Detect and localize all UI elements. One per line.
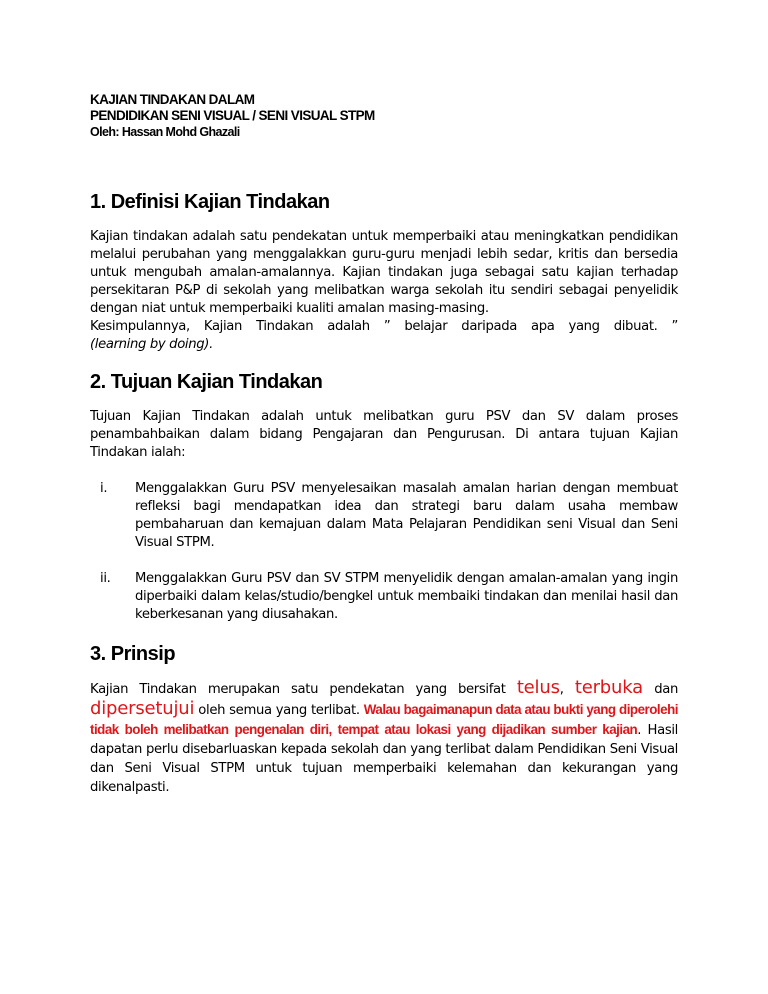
prinsip-text-2: dan (642, 682, 678, 697)
list-item-number: ii. (100, 571, 111, 586)
definisi-paragraph: Kajian tindakan adalah satu pendekatan untuk memperbaiki atau meningkatkan pendidikan melalui perubahan yang menggalakkan guru-guru menjadi lebih sedar, kritis dan bersedia untuk mengubah amalan-amalannya. Kajian tindakan juga sebagai satu kajian terhadap persekitaran P&P di sekolah yang melibatkan warga sekolah itu sendiri sebagai penyelidik dengan niat untuk memperbaiki kualiti amalan masing-masing. (90, 229, 678, 316)
document-author: Oleh: Hassan Mohd Ghazali (90, 125, 240, 139)
tujuan-list (90, 480, 678, 624)
conclusion-text: Kesimpulannya, Kajian Tindakan adalah ” belajar daripada apa yang dibuat. ” (90, 319, 678, 334)
highlight-telus: telus (516, 677, 560, 698)
list-item-text: Menggalakkan Guru PSV menyelesaikan masalah amalan harian dengan membuat refleksi bagi mendapatkan idea dan strategi baru dalam usaha membaw pembaharuan dan kemajuan dalam Mata Pelajaran Pendidikan seni Visual dan Seni Visual STPM. (135, 481, 678, 550)
section-heading-tujuan: 2. Tujuan Kajian Tindakan (90, 371, 323, 393)
prinsip-text-4: . Hasil dapatan perlu disebarluaskan kepada sekolah dan yang terlibat dalam Pendidikan Seni Visual dan Seni Visual STPM untuk tujuan memperbaiki kelemahan dan kekurangan yang dikenalpasti. (90, 723, 678, 795)
list-item (90, 570, 678, 624)
document-page (90, 92, 678, 797)
prinsip-comma: , (559, 682, 575, 697)
definisi-conclusion (90, 318, 678, 336)
highlight-dipersetujui: dipersetujui (90, 698, 195, 719)
highlight-terbuka: terbuka (574, 677, 643, 698)
highlight-warning: Walau bagaimanapun data atau bukti yang diperolehi tidak boleh melibatkan pengenalan diri, tempat atau lokasi yang dijadikan sumber kajian (90, 702, 678, 737)
document-title-line2: PENDIDIKAN SENI VISUAL / SENI VISUAL STPM (90, 108, 375, 123)
prinsip-text-1: Kajian Tindakan merupakan satu pendekatan yang bersifat (90, 682, 517, 697)
list-item-text: Menggalakkan Guru PSV dan SV STPM menyelidik dengan amalan-amalan yang ingin diperbaiki dalam kelas/studio/bengkel untuk membaiki tindakan dan menilai hasil dan keberkesanan yang diusahakan. (135, 571, 678, 622)
definisi-conclusion-italic: (learning by doing). (90, 337, 213, 352)
document-title-line1: KAJIAN TINDAKAN DALAM (90, 92, 255, 107)
list-item-number: i. (100, 481, 108, 496)
tujuan-paragraph: Tujuan Kajian Tindakan adalah untuk melibatkan guru PSV dan SV dalam proses penambahbaikan dalam bidang Pengajaran dan Pengurusan. Di antara tujuan Kajian Tindakan ialah: (90, 409, 678, 460)
section-heading-definisi: 1. Definisi Kajian Tindakan (90, 191, 330, 213)
prinsip-paragraph (90, 678, 678, 797)
prinsip-text-3: oleh semua yang terlibat. (194, 703, 364, 718)
list-item (90, 480, 678, 552)
section-heading-prinsip: 3. Prinsip (90, 643, 176, 665)
